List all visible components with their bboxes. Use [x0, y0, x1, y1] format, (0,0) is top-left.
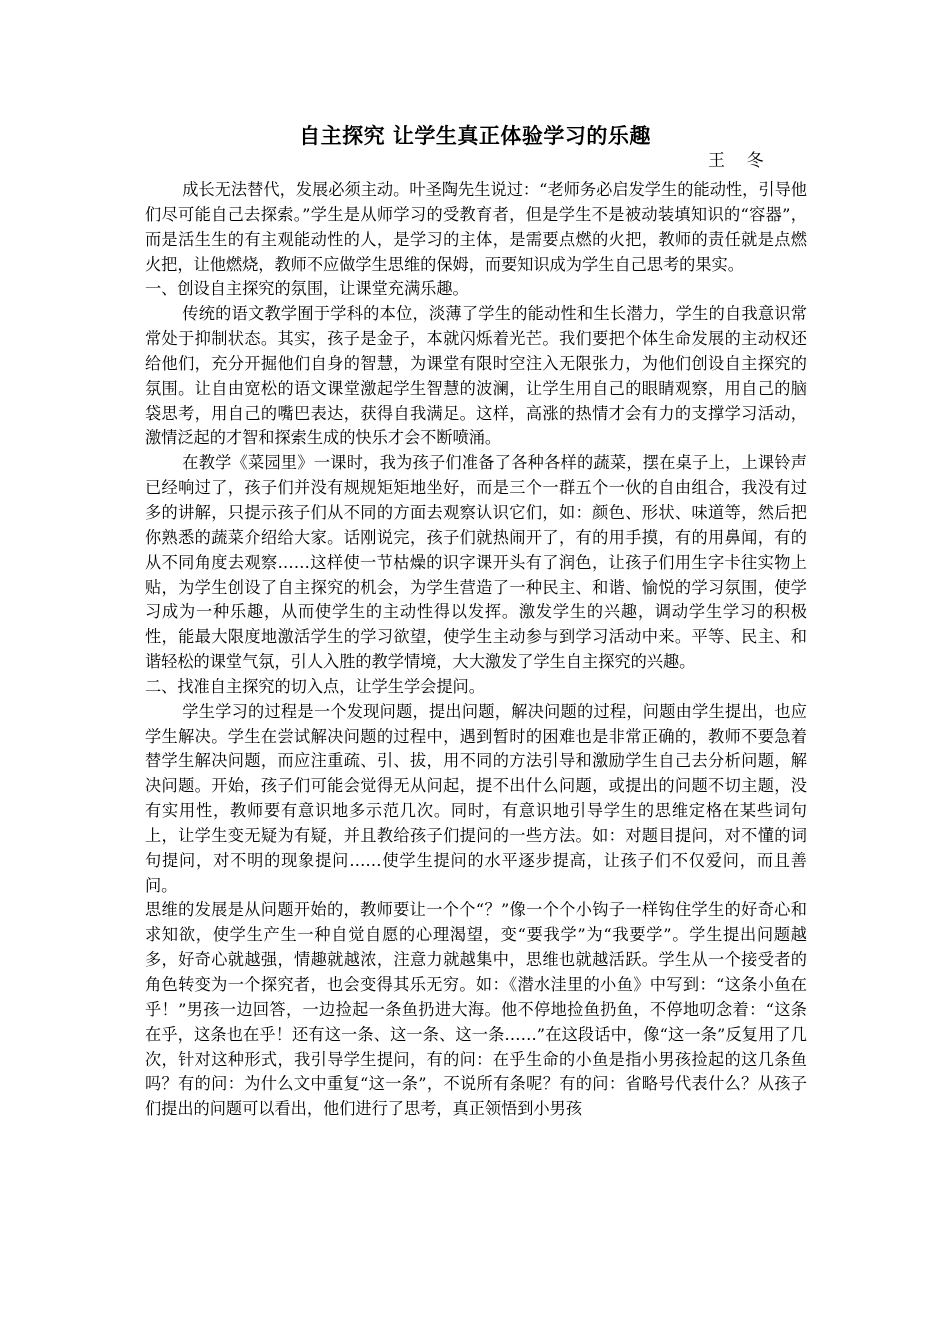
document-title: 自主探究 让学生真正体验学习的乐趣 [299, 124, 651, 148]
paragraph: 学生学习的过程是一个发现问题，提出问题，解决问题的过程，问题由学生提出，也应学生解决。学生在尝试解决问题的过程中，遇到暂时的困难也是非常正确的，教师不要急着替学生解决问题，而应注重疏、引、拔，用不同的方法引导和激励学生自己去分析问题，解决问题。开始，孩子们可能会觉得无从问起，提不出什么问题，或提出的问题不切主题，没有实用性，教师要有意识地多示范几次。同时，有意识地引导学生的思维定格在某些词句上，让学生变无疑为有疑，并且教给孩子们提问的一些方法。如：对题目提问，对不懂的词句提问，对不明的现象提问……使学生提问的水平逐步提高，让孩子们不仅爱问，而且善问。 [145, 701, 807, 895]
section-heading-2: 二、找准自主探究的切入点，让学生学会提问。 [145, 676, 485, 696]
paragraph: 思维的发展是从问题开始的，教师要让一个个“？”像一个个小钩子一样钩住学生的好奇心和求知欲，使学生产生一种自觉自愿的心理渴望，变“要我学”为“我要学”。学生提出问题越多，好奇心就越强，情趣就越浓，注意力就越集中，思维也就越活跃。学生从一个接受者的角色转变为一个探究者，也会变得其乐无穷。如：《潜水洼里的小鱼》中写到：“这条小鱼在乎！”男孩一边回答，一边捡起一条鱼扔进大海。他不停地捡鱼扔鱼，不停地叨念着：“这条在乎，这条也在乎！还有这一条、这一条、这一条……”在这段话中，像“这一条”反复用了几次，针对这种形式，我引导学生提问，有的问：在乎生命的小鱼是指小男孩捡起的这几条鱼吗？有的问：为什么文中重复“这一条”，不说所有条呢？有的问：省略号代表什么？从孩子们提出的问题可以看出，他们进行了思考，真正领悟到小男孩 [145, 900, 807, 1119]
paragraph: 在教学《菜园里》一课时，我为孩子们准备了各种各样的蔬菜，摆在桌子上，上课铃声已经响过了，孩子们并没有规规矩矩地坐好，而是三个一群五个一伙的自由组合，我没有过多的讲解，只提示孩子们从不同的方面去观察认识它们，如：颜色、形状、味道等，然后把你熟悉的蔬菜介绍给大家。话刚说完，孩子们就热闹开了，有的用手摸，有的用鼻闻，有的从不同角度去观察……这样使一节枯燥的识字课开头有了润色，让孩子们用生字卡往实物上贴，为学生创设了自主探究的机会，为学生营造了一种民主、和谐、愉悦的学习氛围，使学习成为一种乐趣，从而使学生的主动性得以发挥。激发学生的兴趣，调动学生学习的积极性，能最大限度地激活学生的学习欲望，使学生主动参与到学习活动中来。平等、民主、和谐轻松的课堂气氛，引人入胜的教学情境，大大激发了学生自主探究的兴趣。 [145, 453, 807, 672]
author-name: 王 冬 [708, 151, 764, 171]
paragraph-intro: 成长无法替代，发展必须主动。叶圣陶先生说过：“老师务必启发学生的能动性，引导他们尽可能自己去探索。”学生是从师学习的受教育者，但是学生不是被动装填知识的“容器”，而是活生生的有主观能动性的人，是学习的主体，是需要点燃的火把，教师的责任就是点燃火把，让他燃烧，教师不应做学生思维的保姆，而要知识成为学生自己思考的果实。 [145, 180, 807, 274]
paragraph: 传统的语文教学囿于学科的本位，淡薄了学生的能动性和生长潜力，学生的自我意识常常处于抑制状态。其实，孩子是金子，本就闪烁着光芒。我们要把个体生命发展的主动权还给他们，充分开掘他们自身的智慧，为课堂有限时空注入无限张力，为他们创设自主探究的氛围。让自由宽松的语文课堂激起学生智慧的波澜，让学生用自己的眼睛观察，用自己的脑袋思考，用自己的嘴巴表达，获得自我满足。这样，高涨的热情才会有力的支撑学习活动，激情泛起的才智和探索生成的快乐才会不断喷涌。 [145, 304, 807, 448]
document-body [145, 178, 807, 1122]
section-heading-1: 一、创设自主探究的氛围，让课堂充满乐趣。 [145, 279, 469, 299]
